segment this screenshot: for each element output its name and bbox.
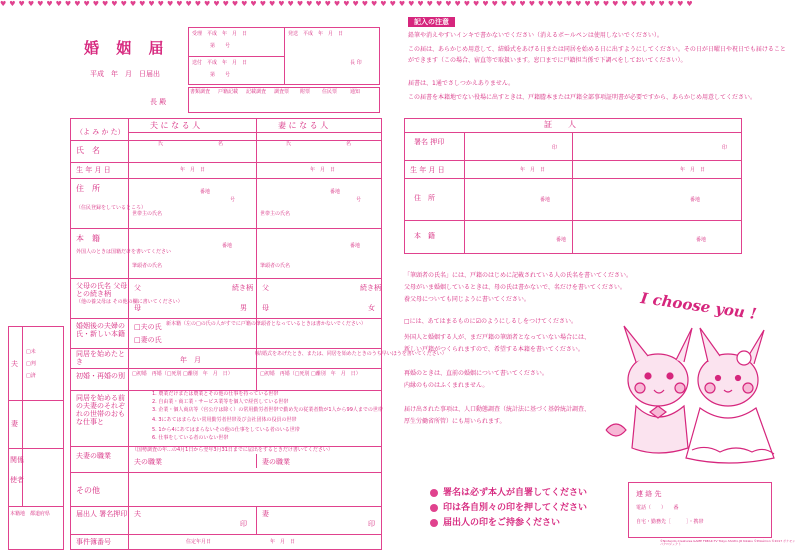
witness-hon: 本 籍 <box>414 232 435 240</box>
check-0: 書類調査 <box>190 89 211 95</box>
husband-mother: 母 <box>134 304 141 312</box>
note-2: この届は、あらかじめ用意して、結婚式をあげる日または同居を始める日に出すようにしてください。その日が日曜日や祝日でも届けることができます（この場合、宿直等で取扱います。窓口までに戸籍担当係で下調べをしておいてください）。 <box>408 46 786 64</box>
witness-birth-2: 年 月 日 <box>680 167 706 173</box>
below-3: 養父母についても同じように書いてください。 <box>404 296 530 303</box>
husband-father: 父 <box>134 284 141 292</box>
occupation-label: 夫妻の職業 <box>76 452 111 460</box>
wife-father: 父 <box>262 284 269 292</box>
job-opt-6: 6. 仕事をしている者のいない世帯 <box>152 435 229 441</box>
bullet-3 <box>430 518 560 528</box>
cohabit-note: （結婚式をあげたとき、または、同居を始めたときのうち早いほうを書いてください） <box>252 351 447 357</box>
below-8: 内縁のものはふくまれません。 <box>404 382 489 389</box>
wife-hittousha: 筆頭者の氏名 <box>260 263 291 269</box>
husband-sei: 氏 <box>158 141 164 147</box>
cohabit-label: 同居を始めたとき <box>76 350 125 367</box>
note-1: 鉛筆や消えやすいインキで書かないでください（消えるボールペンは使用しないでください）。 <box>408 32 663 39</box>
chief-seal: 長 印 <box>350 60 362 66</box>
notes-header: 記入の注意 <box>408 17 455 27</box>
new-honseki: 新本籍（左の□の氏の人がすでに戸籍の筆頭者となっているときは書かないでください） <box>166 321 366 327</box>
wife-banchi: 番地 <box>330 189 341 195</box>
check-date: 住定年月日 <box>186 539 212 545</box>
wife-hon-banchi: 番地 <box>350 243 361 249</box>
wife-job: 妻の職業 <box>262 458 290 466</box>
heart-border: ♥♥♥♥♥♥♥♥♥♥♥♥♥♥♥♥♥♥♥♥♥♥♥♥♥♥♥♥♥♥♥♥♥♥♥♥♥♥♥♥♥♥♥♥♥♥♥♥♥♥♥♥♥♥♥♥♥♥♥♥♥♥♥♥♥♥♥♥♥♥♥♥♥♥♥ <box>0 0 696 8</box>
other-label: その他 <box>76 486 100 495</box>
strip-wife: 妻 <box>11 420 18 428</box>
form-title: 婚 姻 届 <box>84 39 170 57</box>
office-addressee: 長 殿 <box>150 98 167 106</box>
parents-note: （他の養父母は その他の欄に書いてください） <box>76 299 183 305</box>
below-4: □には、あてはまるものに☑のようにしるしをつけてください。 <box>404 318 578 325</box>
witness-addr: 住 所 <box>414 194 435 202</box>
bullet-1-text: 署名は必ず本人が自署してください <box>443 488 588 498</box>
check-5: 住民票 <box>322 89 338 95</box>
bullet-dot-icon <box>430 489 438 497</box>
job-opt-1: 1. 農業だけまたは農業とその他の仕事を持っている世帯 <box>152 391 279 397</box>
husband-gou: 号 <box>230 197 236 203</box>
job-opt-4: 4. 3にあてはまらない常用勤労者世帯及び会社団体の役員の世帯 <box>152 417 297 423</box>
husband-hittousha: 筆頭者の氏名 <box>132 263 163 269</box>
husband-first[interactable]: □初婚 再婚（□死別 □離別 年 月 日） <box>132 371 233 377</box>
name-label: 氏 名 <box>76 146 100 155</box>
below-1: 「筆頭者の氏名」には、戸籍のはじめに記載されている人の氏名を書いてください。 <box>404 272 633 279</box>
check-date-ymd: 年 月 日 <box>270 539 296 545</box>
wife-sei: 氏 <box>286 141 292 147</box>
bullet-dot-icon <box>430 504 438 512</box>
accept-date: 受理 平成 年 月 日 <box>192 31 248 37</box>
contact-tel: 電話（ ） 番 <box>636 505 679 511</box>
check-2: 記載調査 <box>246 89 267 95</box>
witness-name: 署名 押印 <box>414 138 445 146</box>
wife-column: 妻 に な る 人 <box>278 121 329 130</box>
bullet-dot-icon <box>430 519 438 527</box>
strip-footer: 本籍地 都道府県 <box>10 511 51 517</box>
bullet-3-text: 届出人の印をご持参ください <box>443 518 561 528</box>
wife-seal: 印 <box>368 520 375 528</box>
pikachu-couple-illustration <box>596 318 786 468</box>
below-7: 再婚のときは、直前の婚姻について書いてください。 <box>404 370 548 377</box>
witness-birth: 生 年 月 日 <box>410 166 445 174</box>
strip-husband: 夫 <box>11 360 18 368</box>
dispatch-date: 発送 平成 年 月 日 <box>288 31 344 37</box>
bullet-2 <box>430 503 587 513</box>
husband-sig: 夫 <box>134 510 141 518</box>
occupation-note: （国勢調査の年…の4月1日から翌年3月31日までに届出をするときだけ書いてください） <box>132 447 333 453</box>
honseki-label: 本 籍 <box>76 234 100 243</box>
jimu-label: 事件簿番号 <box>76 538 111 546</box>
wife-first[interactable]: □初婚 再婚（□死別 □離別 年 月 日） <box>260 371 361 377</box>
wife-sig: 妻 <box>262 510 269 518</box>
husband-column: 夫 に な る 人 <box>150 121 201 130</box>
witness-seal-2: 印 <box>722 145 728 151</box>
bullet-1 <box>430 488 587 498</box>
wife-daughter: 女 <box>368 304 375 312</box>
address-note: （住民登録をしているところ） <box>76 205 147 211</box>
signer-label: 届出人 署名押印 <box>76 510 128 518</box>
strip-shisha: 使者 <box>10 476 24 484</box>
illustration-caption: I choose you ! <box>639 288 758 324</box>
send-number: 第 号 <box>210 72 231 78</box>
birth-label: 生 年 月 日 <box>76 166 111 174</box>
contact-label: 連 絡 先 <box>636 490 662 498</box>
parents-label: 父母の氏名 父母との続き柄 <box>76 282 128 299</box>
husband-son: 男 <box>240 304 247 312</box>
accept-number: 第 号 <box>210 43 231 49</box>
check-6: 通知 <box>350 89 361 95</box>
husband-banchi: 番地 <box>200 189 211 195</box>
witness-hon-banchi-2: 番地 <box>696 237 707 243</box>
job-opt-5: 5. 1から4にあてはまらないその他の仕事をしている者のいる世帯 <box>152 427 300 433</box>
below-10: 厚生労働省所管）にも用いられます。 <box>404 418 506 425</box>
after-label: 婚姻後の夫婦の 氏・新しい本籍 <box>76 322 125 339</box>
wife-gou: 号 <box>356 197 362 203</box>
wife-head: 世帯主の氏名 <box>260 211 291 217</box>
husband-seal: 印 <box>240 520 247 528</box>
below-2: 父母がいま婚姻しているときは、母の氏は書かないで、名だけを書いてください。 <box>404 284 626 291</box>
check-4: 附票 <box>300 89 311 95</box>
husband-relation: 続き柄 <box>232 284 253 292</box>
job-label: 同居を始める前の夫妻のそれぞれの世帯のおもな仕事と <box>76 394 125 427</box>
strip-small-3: □済 <box>26 373 36 379</box>
send-date: 送付 平成 年 月 日 <box>192 60 248 66</box>
wife-birth: 年 月 日 <box>310 167 336 173</box>
check-3: 調査票 <box>274 89 290 95</box>
below-5: 外国人と婚姻する人が、まだ戸籍の筆頭者となっていない場合には、 <box>404 334 591 341</box>
note-3: 届書は、1通でさしつかえありません。 <box>408 80 515 87</box>
strip-small-1: □未 <box>26 349 36 355</box>
husband-head: 世帯主の氏名 <box>132 211 163 217</box>
submit-date: 平成 年 月 日届出 <box>90 70 160 78</box>
witness-hon-banchi-1: 番地 <box>556 237 567 243</box>
witness-addr-banchi-1: 番地 <box>540 197 551 203</box>
below-6: 新しい戸籍がつくられますので、希望する本籍を書いてください。 <box>404 346 584 353</box>
husband-job: 夫の職業 <box>134 458 162 466</box>
job-opt-2: 2. 自由業・商工業・サービス業等を個人で経営している世帯 <box>152 399 289 405</box>
copyright: ©Nintendo·Creatures·GAME FREAK·TV Tokyo·ShoPro·JR Kikaku ©Pokémon ©2017 ポケモンパクロジェクト <box>660 539 796 547</box>
witness-birth-1: 年 月 日 <box>520 167 546 173</box>
husband-sei-option[interactable]: □夫の氏 <box>134 323 162 331</box>
husband-birth: 年 月 日 <box>180 167 206 173</box>
furigana-label: （よ み か た） <box>76 128 125 136</box>
first-label: 初婚・再婚の別 <box>76 372 125 380</box>
cohabit-ym: 年 月 <box>180 356 201 364</box>
witness-seal-1: 印 <box>552 145 558 151</box>
wife-relation: 続き柄 <box>360 284 381 292</box>
check-1: 戸籍記載 <box>218 89 239 95</box>
witness-title: 証 人 <box>544 120 576 129</box>
strip-small-2: □判 <box>26 361 36 367</box>
bullet-2-text: 印は各自別々の印を押してください <box>443 503 588 513</box>
witness-addr-banchi-2: 番地 <box>690 197 701 203</box>
wife-sei-option[interactable]: □妻の氏 <box>134 336 162 344</box>
wife-mother: 母 <box>262 304 269 312</box>
husband-hon-banchi: 番地 <box>222 243 233 249</box>
job-opt-3: 3. 企業・個人商店等（官公庁は除く）の常用勤労者世帯で勤め先の従業者数が1人から99人までの世帯 <box>152 407 383 413</box>
note-4: この届書を本籍地でない役場に出すときは、戸籍謄本または戸籍全部事項証明書が必要ですから、あらかじめ用意してください。 <box>408 94 757 101</box>
wife-mei: 名 <box>346 141 352 147</box>
below-9: 届け出された事項は、人口動態調査（統計法に基づく基幹統計調査、 <box>404 406 591 413</box>
address-label: 住 所 <box>76 184 100 193</box>
contact-cell: 自宅・勤務先［ ］・携帯 <box>636 519 704 525</box>
strip-kankei: 関係 <box>10 456 24 464</box>
husband-mei: 名 <box>218 141 224 147</box>
honseki-note: 外国人のときは国籍だけを書いてください <box>76 249 172 255</box>
